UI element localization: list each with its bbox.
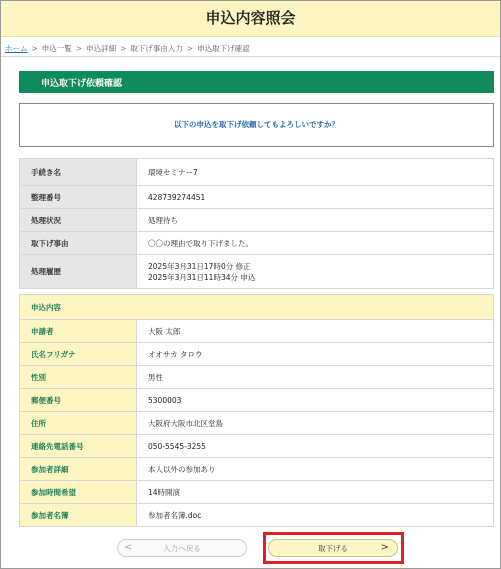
field-value: 大阪 太郎 <box>137 320 494 343</box>
table-row <box>20 159 494 186</box>
field-value: 050-5545-3255 <box>137 435 494 458</box>
field-value: 14時開演 <box>137 481 494 504</box>
table-row <box>20 389 494 412</box>
back-button-label: 入力へ戻る <box>163 543 201 553</box>
breadcrumb-item-application-list: 申込一覧 <box>41 44 72 53</box>
processing-history <box>137 255 494 289</box>
table-row <box>20 412 494 435</box>
confirmation-message: 以下の申込を取下げ依頼してもよろしいですか？ <box>174 120 339 129</box>
chevron-left-icon: < <box>124 542 133 553</box>
breadcrumb-separator: > <box>75 44 83 53</box>
field-value: 男性 <box>137 366 494 389</box>
summary-value: 〇〇の理由で取り下げました。 <box>137 232 494 255</box>
field-label: 参加者名簿 <box>20 504 137 527</box>
breadcrumb-item-application-detail: 申込詳細 <box>86 44 117 53</box>
back-to-input-button[interactable] <box>117 539 247 557</box>
table-row <box>20 366 494 389</box>
breadcrumb-separator: > <box>186 44 194 53</box>
withdraw-button[interactable] <box>268 539 398 557</box>
field-label: 参加者詳細 <box>20 458 137 481</box>
table-row <box>20 343 494 366</box>
chevron-right-icon: > <box>380 542 389 553</box>
breadcrumb-item-current: 申込取下げ確認 <box>197 44 250 53</box>
table-row <box>20 504 494 527</box>
breadcrumb-separator: > <box>31 44 38 53</box>
table-row <box>20 209 494 232</box>
page-title: 申込内容照会 <box>205 9 296 27</box>
summary-value: 処理待ち <box>137 209 494 232</box>
table-row <box>20 186 494 209</box>
field-value: 大阪府大阪市北区堂島 <box>137 412 494 435</box>
section-title-bar <box>19 71 494 93</box>
field-label: 氏名フリガナ <box>20 343 137 366</box>
field-label: 郵便番号 <box>20 389 137 412</box>
field-value: 5300003 <box>137 389 494 412</box>
field-label: 申請者 <box>20 320 137 343</box>
history-entry: 2025年3月31日11時34分 申込 <box>148 272 256 282</box>
summary-label: 処理履歴 <box>20 255 137 289</box>
table-row <box>20 481 494 504</box>
table-row <box>20 255 494 289</box>
breadcrumb-item-withdraw-reason: 取下げ事由入力 <box>130 44 183 53</box>
confirmation-message-box <box>19 103 494 147</box>
table-row <box>20 320 494 343</box>
breadcrumb-divider <box>1 56 500 57</box>
breadcrumb-home-link[interactable]: ホーム <box>5 44 28 53</box>
summary-label: 処理状況 <box>20 209 137 232</box>
summary-label: 手続き名 <box>20 159 137 186</box>
withdraw-button-label: 取下げる <box>318 543 348 553</box>
field-value: オオサカ タロウ <box>137 343 494 366</box>
table-row <box>20 458 494 481</box>
table-row <box>20 232 494 255</box>
field-label: 性別 <box>20 366 137 389</box>
summary-label: 取下げ事由 <box>20 232 137 255</box>
field-label: 住所 <box>20 412 137 435</box>
table-row <box>20 295 494 320</box>
application-details-heading: 申込内容 <box>20 295 494 320</box>
table-row <box>20 435 494 458</box>
field-label: 参加時間希望 <box>20 481 137 504</box>
summary-value: 環境セミナー7 <box>137 159 494 186</box>
breadcrumb <box>5 43 250 54</box>
field-value: 参加者名簿.doc <box>137 504 494 527</box>
field-label: 連絡先電話番号 <box>20 435 137 458</box>
application-details-table <box>19 294 494 527</box>
history-entry: 2025年3月31日17時0分 修正 <box>148 261 251 271</box>
summary-value: 428739274451 <box>137 186 494 209</box>
page-header <box>1 1 500 37</box>
breadcrumb-separator: > <box>120 44 127 53</box>
field-value: 本人以外の参加あり <box>137 458 494 481</box>
summary-label: 整理番号 <box>20 186 137 209</box>
section-title: 申込取下げ依頼確認 <box>41 79 123 89</box>
summary-table <box>19 158 494 289</box>
